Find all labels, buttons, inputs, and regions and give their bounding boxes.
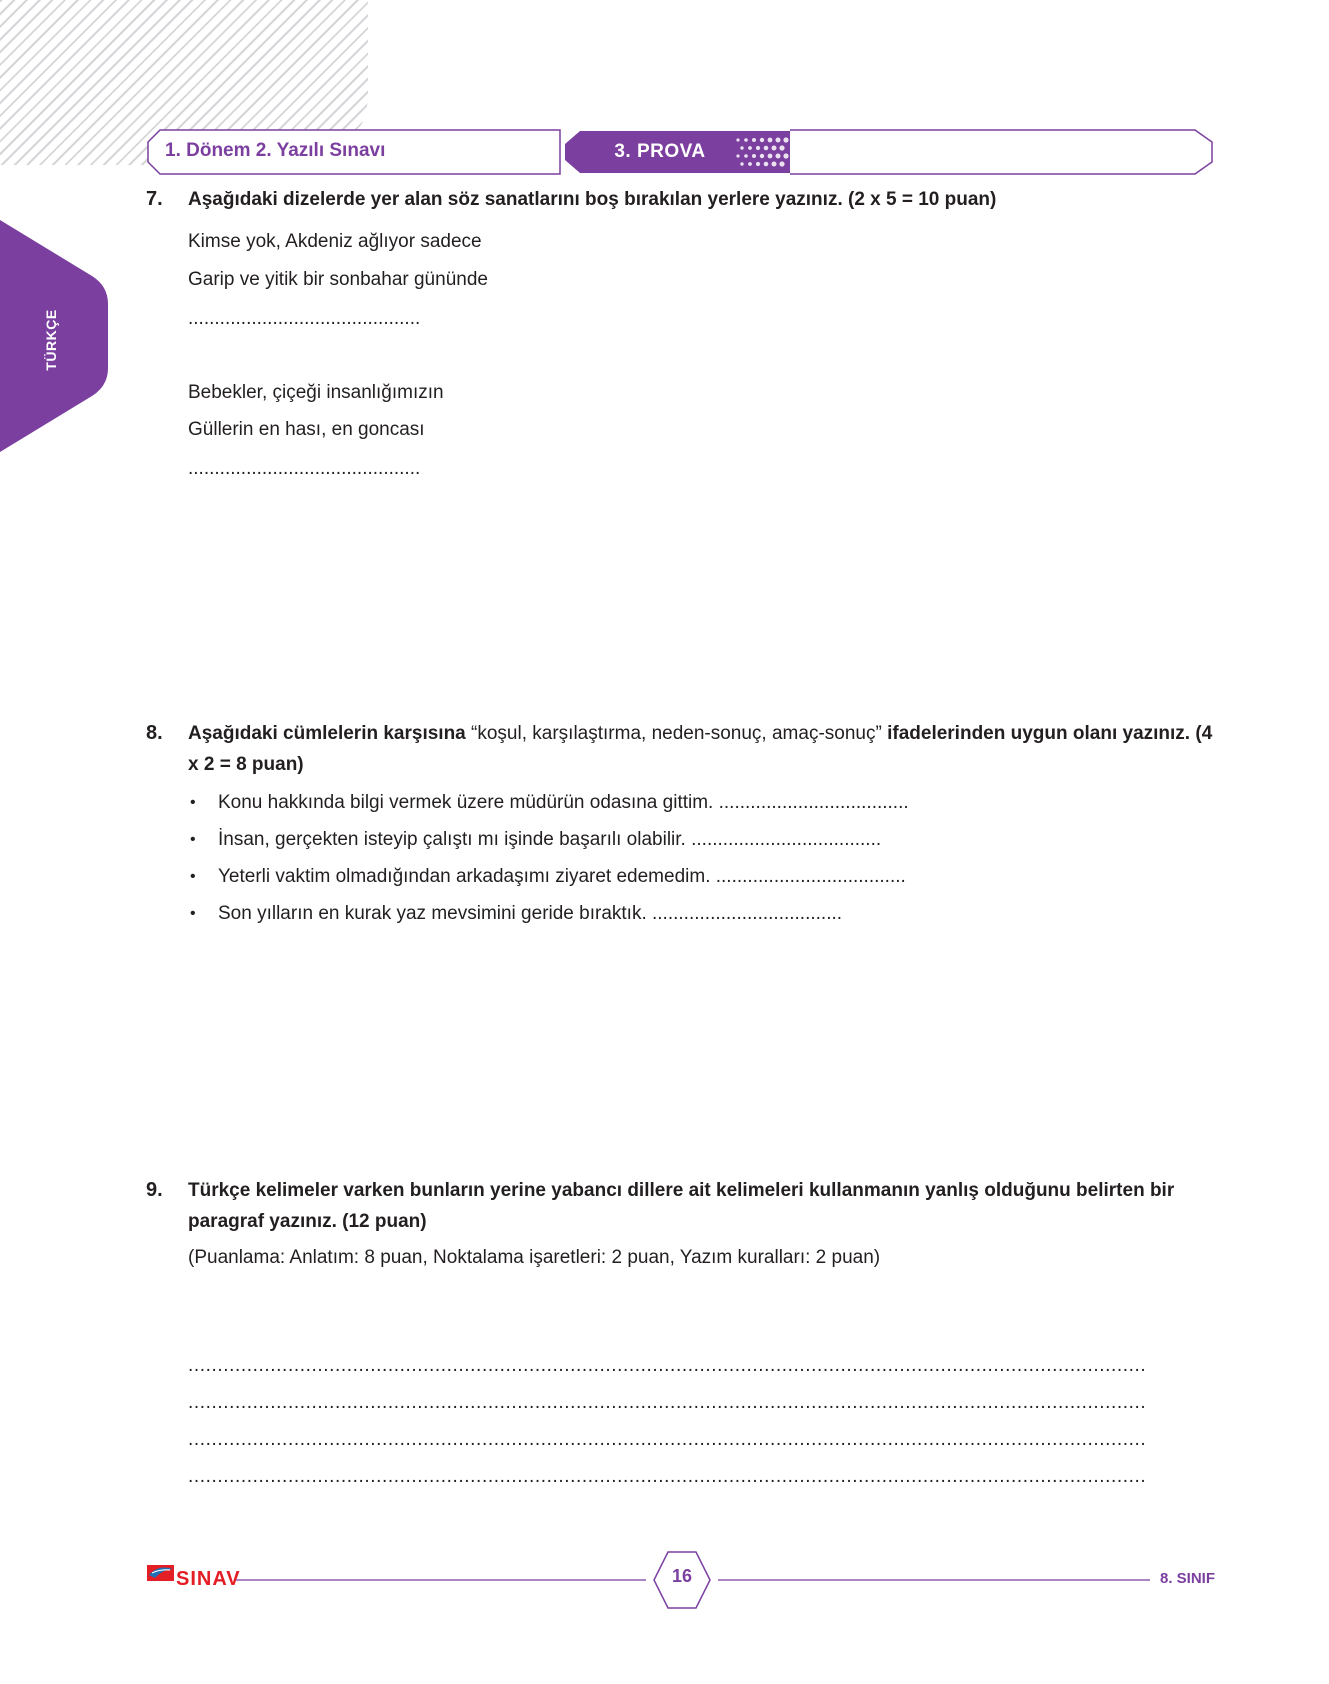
scoring-note: (Puanlama: Anlatım: 8 puan, Noktalama işaretleri: 2 puan, Yazım kuralları: 2 puan) [188, 1247, 881, 1268]
page-number: 16 [671, 1566, 693, 1586]
list-item[interactable]: • İnsan, gerçekten isteyip çalıştı mı işinde başarılı olabilir. .................................... [188, 825, 909, 862]
prova-label: 3. PROVA [614, 141, 706, 162]
brand-name: SINAV [176, 1568, 241, 1590]
question-8 [146, 718, 1220, 780]
verse-line: Kimse yok, Akdeniz ağlıyor sadece [188, 231, 482, 252]
list-item[interactable]: • Son yılların en kurak yaz mevsimini geride bıraktık. .................................... [188, 899, 909, 936]
question-text-bold: Aşağıdaki cümlelerin karşısına [188, 723, 466, 744]
list-item[interactable]: • Yeterli vaktim olmadığından arkadaşımı ziyaret edemedim. .................................... [188, 862, 909, 899]
grade-label: 8. SINIF [1160, 1570, 1216, 1587]
question-number: 7. [146, 188, 163, 210]
question-text [188, 718, 1220, 780]
answer-blank[interactable]: ............................................ [188, 308, 421, 329]
list-item[interactable]: • Konu hakkında bilgi vermek üzere müdürün odasına gittim. .................................... [188, 788, 909, 825]
question-text: Türkçe kelimeler varken bunların yerine yabancı dillere ait kelimeleri kullanmanın yanlış olduğunu belirten bir paragraf yazınız. (12 puan) [188, 1180, 1175, 1232]
verse-line: Garip ve yitik bir sonbahar gününde [188, 269, 488, 290]
exam-title: 1. Dönem 2. Yazılı Sınavı [165, 140, 386, 161]
verse-line: Bebekler, çiçeği insanlığımızın [188, 382, 444, 403]
side-tab-label: TÜRKÇE [43, 309, 59, 371]
answer-line[interactable]: ................................................................................................................................................................... [188, 1429, 1147, 1450]
question-number: 9. [146, 1179, 163, 1201]
answer-line[interactable]: ................................................................................................................................................................... [188, 1355, 1147, 1376]
question-text-bold: ifadelerinden uygun olanı yazınız. (4 x 2 = 8 puan) [188, 723, 1213, 775]
brand-logo-icon [146, 1560, 176, 1584]
question-text-options: “koşul, karşılaştırma, neden-sonuç, amaç-sonuç” [465, 723, 888, 744]
answer-line[interactable]: ................................................................................................................................................................... [188, 1392, 1147, 1413]
question-7 [146, 184, 1220, 215]
sentence-list [188, 788, 909, 936]
question-9 [146, 1175, 1220, 1237]
question-number: 8. [146, 722, 163, 744]
answer-line[interactable]: ................................................................................................................................................................... [188, 1466, 1147, 1487]
answer-blank[interactable]: ............................................ [188, 458, 421, 479]
verse-line: Güllerin en hası, en goncası [188, 419, 425, 440]
question-text: Aşağıdaki dizelerde yer alan söz sanatlarını boş bırakılan yerlere yazınız. (2 x 5 = 10 puan) [188, 189, 997, 210]
